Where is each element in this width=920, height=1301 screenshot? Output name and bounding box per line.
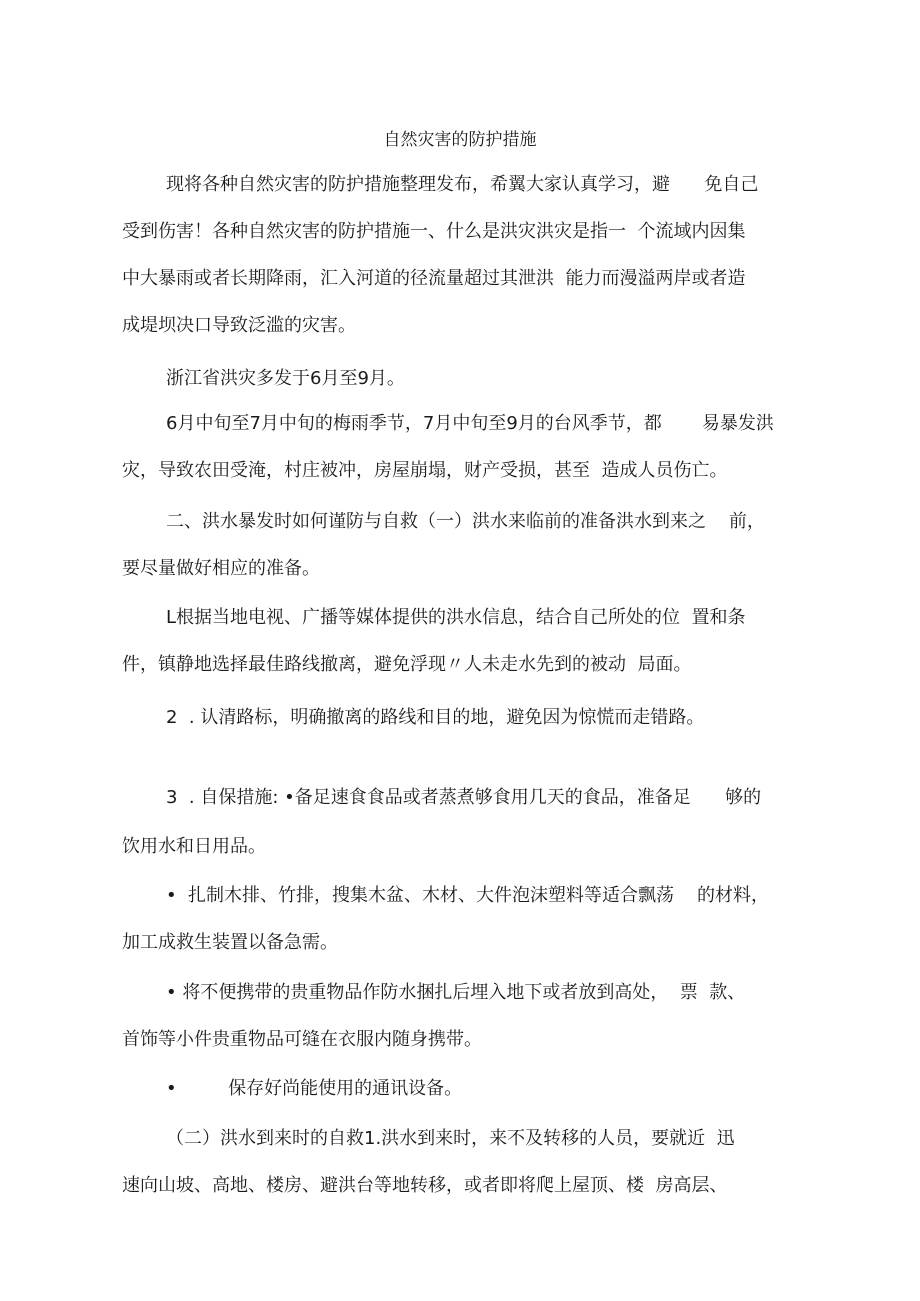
paragraph-line: 件，镇静地选择最佳路线撤离，避免浮现〃人未走水先到的被动 局面。 [122, 654, 692, 675]
paragraph-line: • 将不便携带的贵重物品作防水捆扎后埋入地下或者放到高处， 票 款、 [166, 982, 746, 1003]
paragraph-line: • 扎制木排、竹排，搜集木盆、木材、大件泡沫塑料等适合飘荡 的材料， [166, 885, 769, 906]
paragraph-line: 要尽量做好相应的准备。 [122, 558, 320, 579]
paragraph-line: 浙江省洪灾多发于6月至9月。 [166, 368, 405, 389]
paragraph-line: 首饰等小件贵重物品可缝在衣服内随身携带。 [122, 1029, 482, 1050]
paragraph-line: 二、洪水暴发时如何谨防与自救（一）洪水来临前的准备洪水到来之 前， [166, 511, 765, 532]
paragraph-line: 速向山坡、高地、楼房、避洪台等地转移，或者即将爬上屋顶、楼 房高层、 [122, 1175, 728, 1196]
paragraph-line: 3 . 自保措施: •备足速食食品或者蒸煮够食用几天的食品，准备足 够的 [166, 787, 762, 808]
paragraph-line: 加工成救生装置以备急需。 [122, 932, 338, 953]
paragraph-line: 受到伤害！各种自然灾害的防护措施一、什么是洪灾洪灾是指一 个流域内因集 [122, 221, 746, 242]
paragraph-line: L根据当地电视、广播等媒体提供的洪水信息，结合自己所处的位 置和条 [166, 607, 746, 628]
paragraph-line: 现将各种自然灾害的防护措施整理发布，希翼大家认真学习，避 免自己 [166, 174, 759, 195]
paragraph-line: 饮用水和日用品。 [122, 836, 266, 857]
paragraph-line: 中大暴雨或者长期降雨，汇入河道的径流量超过其泄洪 能力而漫溢两岸或者造 [122, 268, 746, 289]
document-title: 自然灾害的防护措施 [383, 130, 537, 150]
paragraph-line: （二）洪水到来时的自救1.洪水到来时，来不及转移的人员，要就近 迅 [166, 1128, 735, 1149]
paragraph-line: 2 . 认清路标，明确撤离的路线和目的地，避免因为惊慌而走错路。 [166, 707, 705, 728]
paragraph-line: 灾，导致农田受淹，村庄被冲，房屋崩塌，财产受损，甚至 造成人员伤亡。 [122, 460, 728, 481]
paragraph-line: 6月中旬至7月中旬的梅雨季节，7月中旬至9月的台风季节，都 易暴发洪 [166, 413, 774, 434]
paragraph-line: • 保存好尚能使用的通讯设备。 [166, 1078, 463, 1099]
paragraph-line: 成堤坝决口导致泛滥的灾害。 [122, 315, 356, 336]
